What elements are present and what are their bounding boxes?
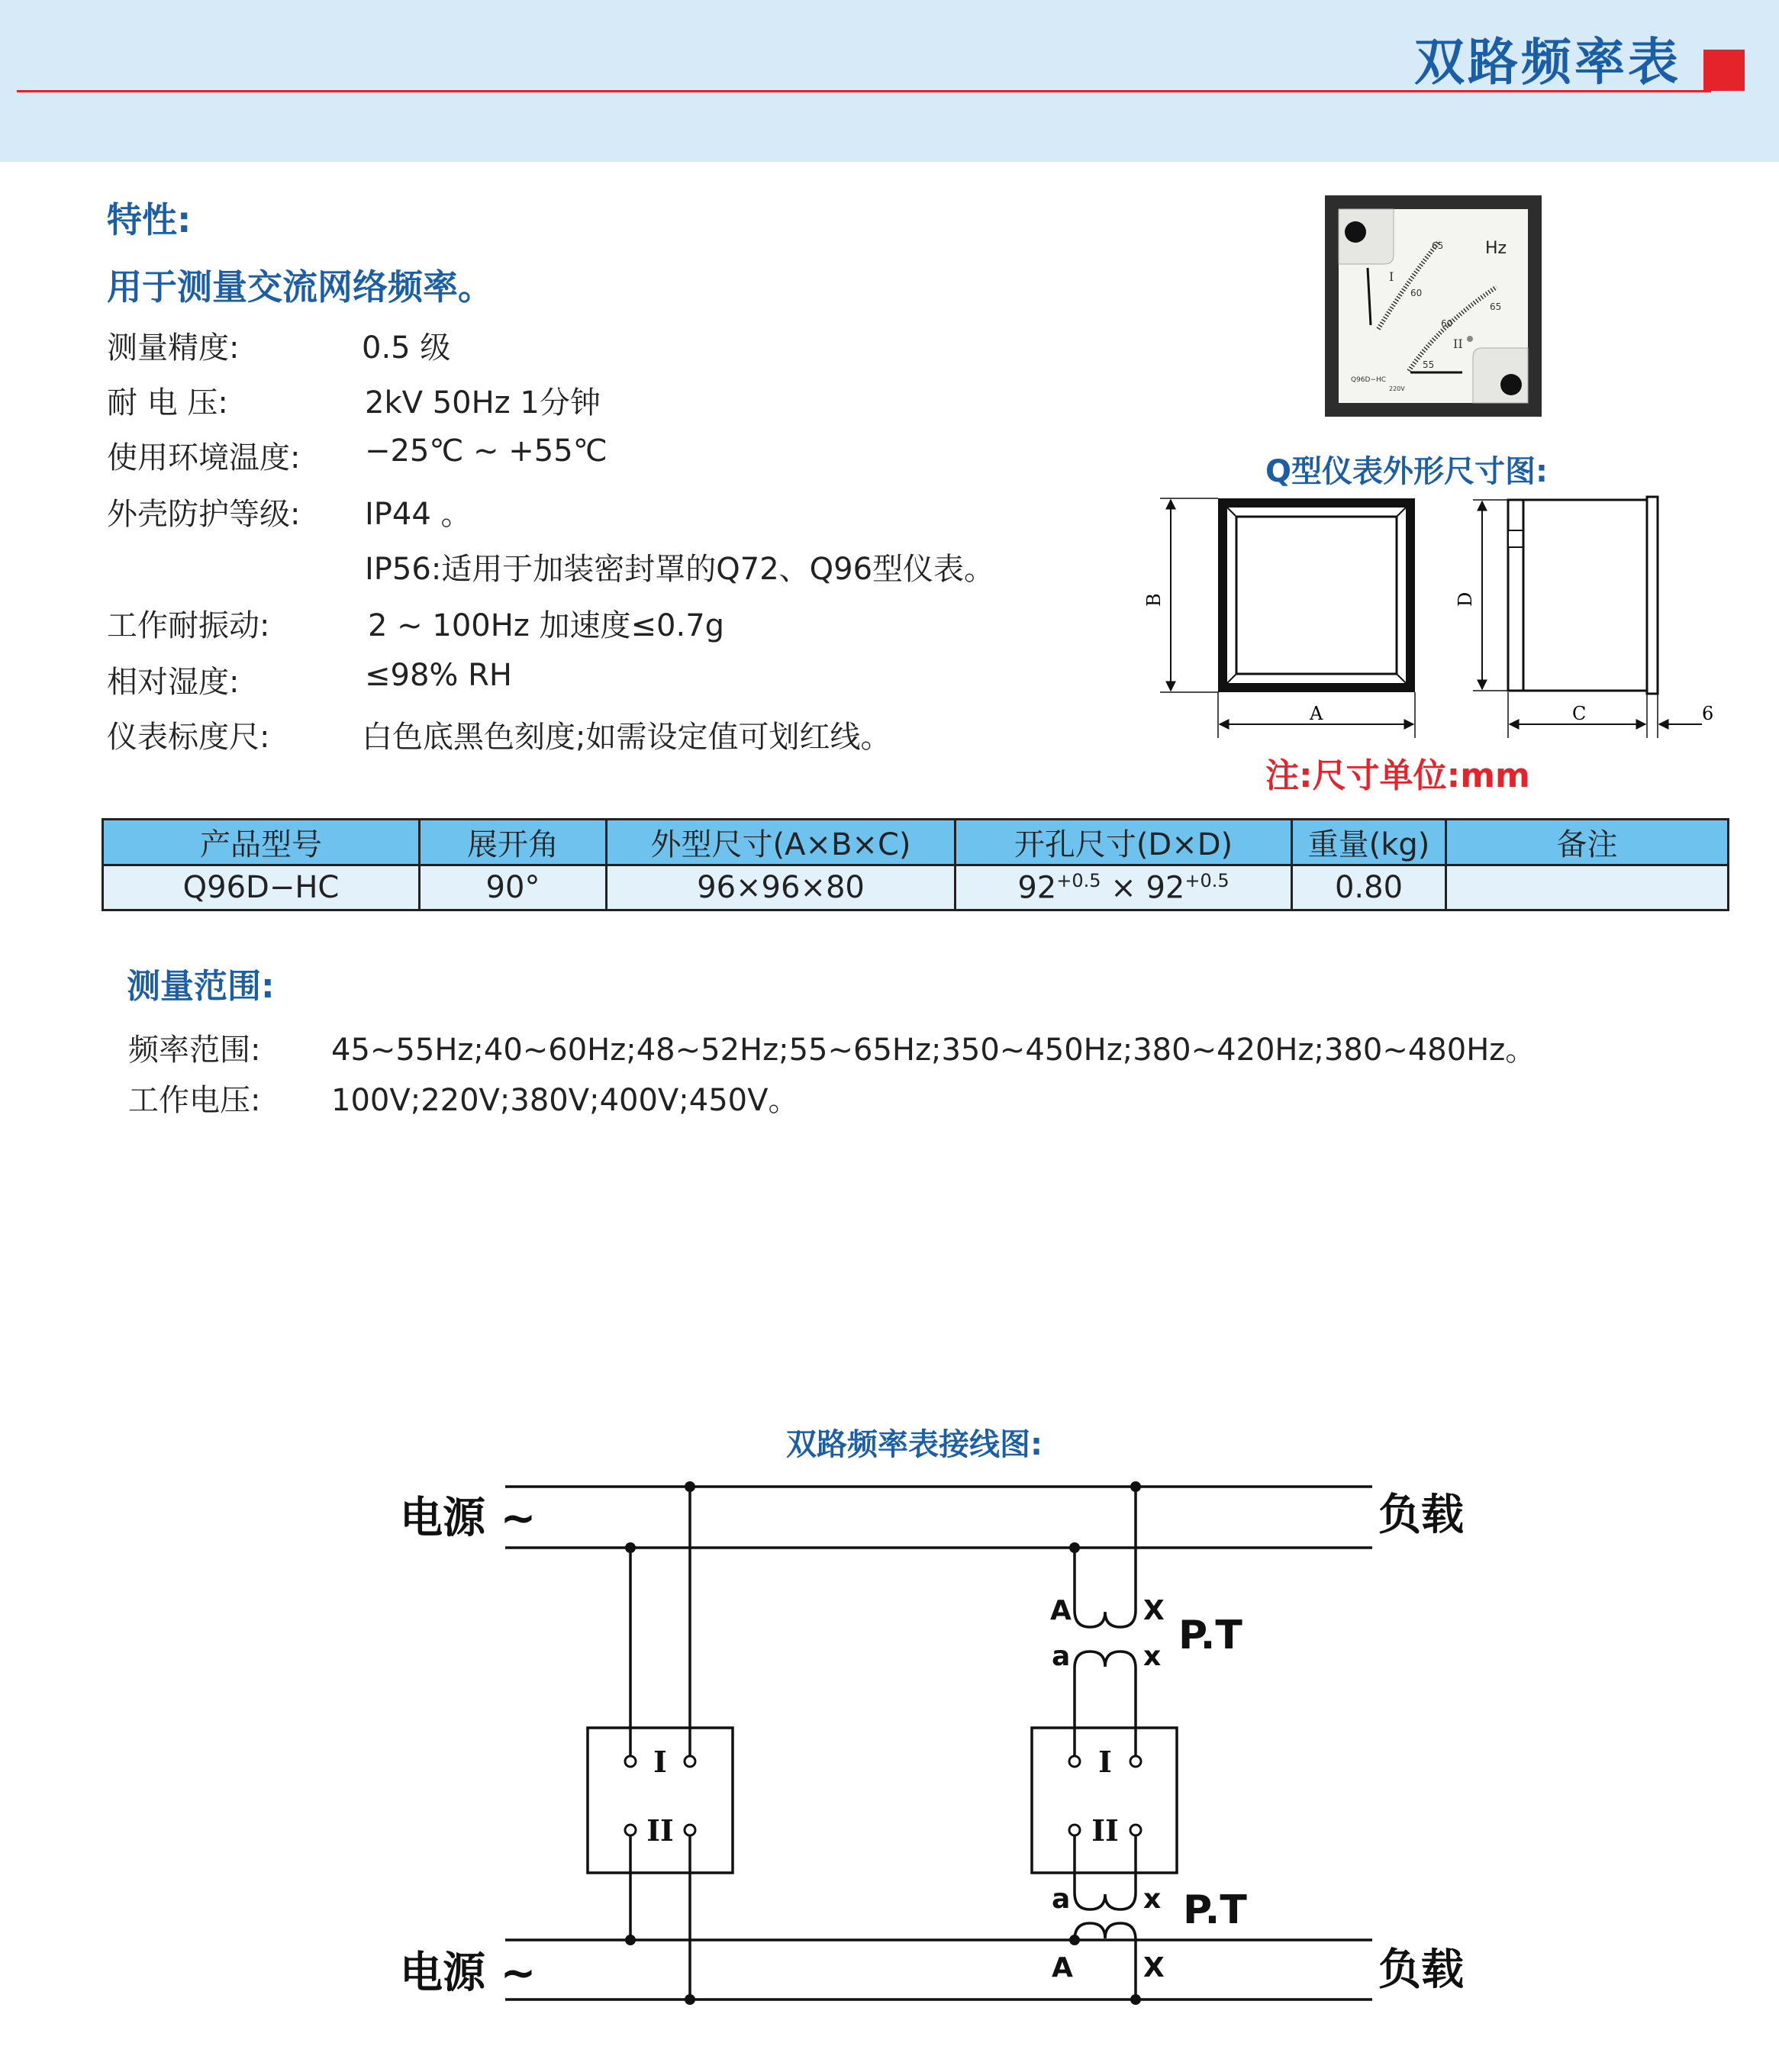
top-pt-secondary-coil bbox=[1075, 1651, 1136, 1668]
dimension-diagram bbox=[1137, 492, 1725, 744]
dimension-unit-note: 注:尺寸单位:mm bbox=[1265, 756, 1530, 795]
svg-text:A: A bbox=[1050, 1595, 1072, 1626]
spec-value-protection: IP44 。 bbox=[365, 497, 472, 532]
svg-text:Q96D−HC: Q96D−HC bbox=[1351, 376, 1387, 384]
bottom-pt-label: P.T bbox=[1183, 1887, 1247, 1933]
spec-value-withstand: 2kV 50Hz 1分钟 bbox=[365, 385, 601, 421]
svg-text:55: 55 bbox=[1423, 359, 1435, 370]
svg-text:a: a bbox=[1052, 1641, 1071, 1672]
top-pt-label: P.T bbox=[1178, 1613, 1242, 1658]
table-cell-cutout: $92^{+0.5} \times 92^{+0.5}$ bbox=[956, 865, 1292, 910]
meter-unit-text: Hz bbox=[1485, 239, 1507, 258]
table-cell-weight: 0.80 bbox=[1292, 865, 1446, 910]
side-view-body bbox=[1523, 500, 1647, 691]
spec-value-humidity: ≤98% RH bbox=[365, 658, 513, 693]
spec-value-vibration: 2 ~ 100Hz 加速度≤0.7g bbox=[368, 608, 725, 643]
left-meter-ch2: II bbox=[646, 1813, 674, 1848]
table-header-weight: 重量(kg) bbox=[1292, 820, 1446, 865]
table-cell-angle: 90° bbox=[420, 865, 607, 910]
svg-text:X: X bbox=[1143, 1952, 1165, 1983]
left-meter-ch1: I bbox=[653, 1745, 667, 1779]
svg-text:X: X bbox=[1143, 1595, 1165, 1626]
header-red-square bbox=[1703, 50, 1745, 91]
table-cell-remark bbox=[1446, 865, 1729, 910]
spec-label-withstand: 耐 电 压: bbox=[107, 385, 228, 421]
right-meter-ch1: I bbox=[1098, 1745, 1112, 1779]
range-volt-value: 100V;220V;380V;400V;450V。 bbox=[331, 1083, 799, 1118]
features-subtitle: 用于测量交流网络频率。 bbox=[107, 266, 493, 308]
spec-value-accuracy: 0.5 级 bbox=[362, 330, 451, 366]
table-header-model: 产品型号 bbox=[103, 820, 420, 865]
table-cell-model: Q96D−HC bbox=[103, 865, 420, 910]
svg-text:I: I bbox=[1389, 269, 1394, 284]
right-meter-ch2: II bbox=[1091, 1813, 1119, 1848]
side-view-terminal bbox=[1647, 497, 1658, 694]
side-view-flange bbox=[1508, 500, 1523, 691]
meter-knob-top bbox=[1345, 221, 1366, 243]
spec-label-scale: 仪表标度尺: bbox=[107, 720, 270, 755]
meter-photo bbox=[1325, 195, 1542, 417]
dimension-b-label: B bbox=[1143, 593, 1165, 607]
dimension-a-label: A bbox=[1310, 703, 1323, 724]
spec-label-temperature: 使用环境温度: bbox=[107, 440, 301, 475]
range-freq-value: 45~55Hz;40~60Hz;48~52Hz;55~65Hz;350~450Hz;380~420Hz;380~480Hz。 bbox=[331, 1033, 1536, 1068]
wiring-source-top: 电源 ~ bbox=[400, 1494, 537, 1543]
spec-value-protection-ip56: IP56:适用于加装密封罩的Q72、Q96型仪表。 bbox=[365, 552, 995, 587]
table-row bbox=[103, 865, 1729, 910]
table-header-angle: 展开角 bbox=[420, 820, 607, 865]
svg-text:60: 60 bbox=[1441, 318, 1453, 329]
svg-text:x: x bbox=[1143, 1641, 1162, 1672]
wiring-source-bottom: 电源 ~ bbox=[400, 1948, 537, 1998]
svg-text:x: x bbox=[1143, 1883, 1162, 1915]
range-heading: 测量范围: bbox=[127, 967, 275, 1006]
svg-text:a: a bbox=[1052, 1883, 1071, 1915]
meter-knob-bottom bbox=[1500, 374, 1522, 395]
wiring-title: 双路频率表接线图: bbox=[786, 1427, 1043, 1462]
bottom-pt-primary-coil bbox=[1075, 1923, 1136, 1940]
features-heading: 特性: bbox=[107, 199, 192, 240]
svg-text:65: 65 bbox=[1490, 301, 1502, 312]
bottom-pt-secondary-coil bbox=[1075, 1893, 1136, 1909]
page-title: 双路频率表 bbox=[1414, 33, 1681, 92]
spec-label-humidity: 相对湿度: bbox=[107, 665, 240, 700]
table-header-outer-size: 外型尺寸(A×B×C) bbox=[607, 820, 956, 865]
dimension-c-label: C bbox=[1572, 703, 1587, 724]
spec-label-protection: 外壳防护等级: bbox=[107, 497, 301, 532]
wiring-diagram bbox=[0, 1404, 1779, 2072]
spec-value-scale: 白色底黑色刻度;如需设定值可划红线。 bbox=[362, 720, 891, 755]
svg-text:60: 60 bbox=[1410, 288, 1423, 298]
range-volt-label: 工作电压: bbox=[128, 1083, 261, 1118]
svg-text:65: 65 bbox=[1432, 240, 1444, 251]
wiring-load-bottom: 负载 bbox=[1378, 1945, 1464, 1995]
spec-value-temperature: −25℃ ~ +55℃ bbox=[365, 433, 608, 469]
table-cell-outer-size: 96×96×80 bbox=[607, 865, 956, 910]
svg-text:II: II bbox=[1453, 337, 1463, 351]
table-header-cutout: 开孔尺寸(D×D) bbox=[956, 820, 1292, 865]
table-header-remark: 备注 bbox=[1446, 820, 1729, 865]
spec-label-accuracy: 测量精度: bbox=[107, 330, 240, 366]
wiring-load-top: 负载 bbox=[1378, 1490, 1464, 1540]
svg-text:220V: 220V bbox=[1389, 385, 1405, 392]
table-header-row bbox=[103, 820, 1729, 865]
dimension-six-label: 6 bbox=[1702, 703, 1714, 724]
spec-table bbox=[102, 818, 1729, 911]
range-freq-label: 频率范围: bbox=[128, 1033, 261, 1068]
spec-label-vibration: 工作耐振动: bbox=[107, 608, 270, 643]
top-pt-primary-coil bbox=[1075, 1610, 1136, 1627]
dimension-d-label: D bbox=[1455, 591, 1476, 607]
svg-text:A: A bbox=[1052, 1952, 1073, 1983]
dimension-title: Q型仪表外形尺寸图: bbox=[1265, 454, 1548, 489]
